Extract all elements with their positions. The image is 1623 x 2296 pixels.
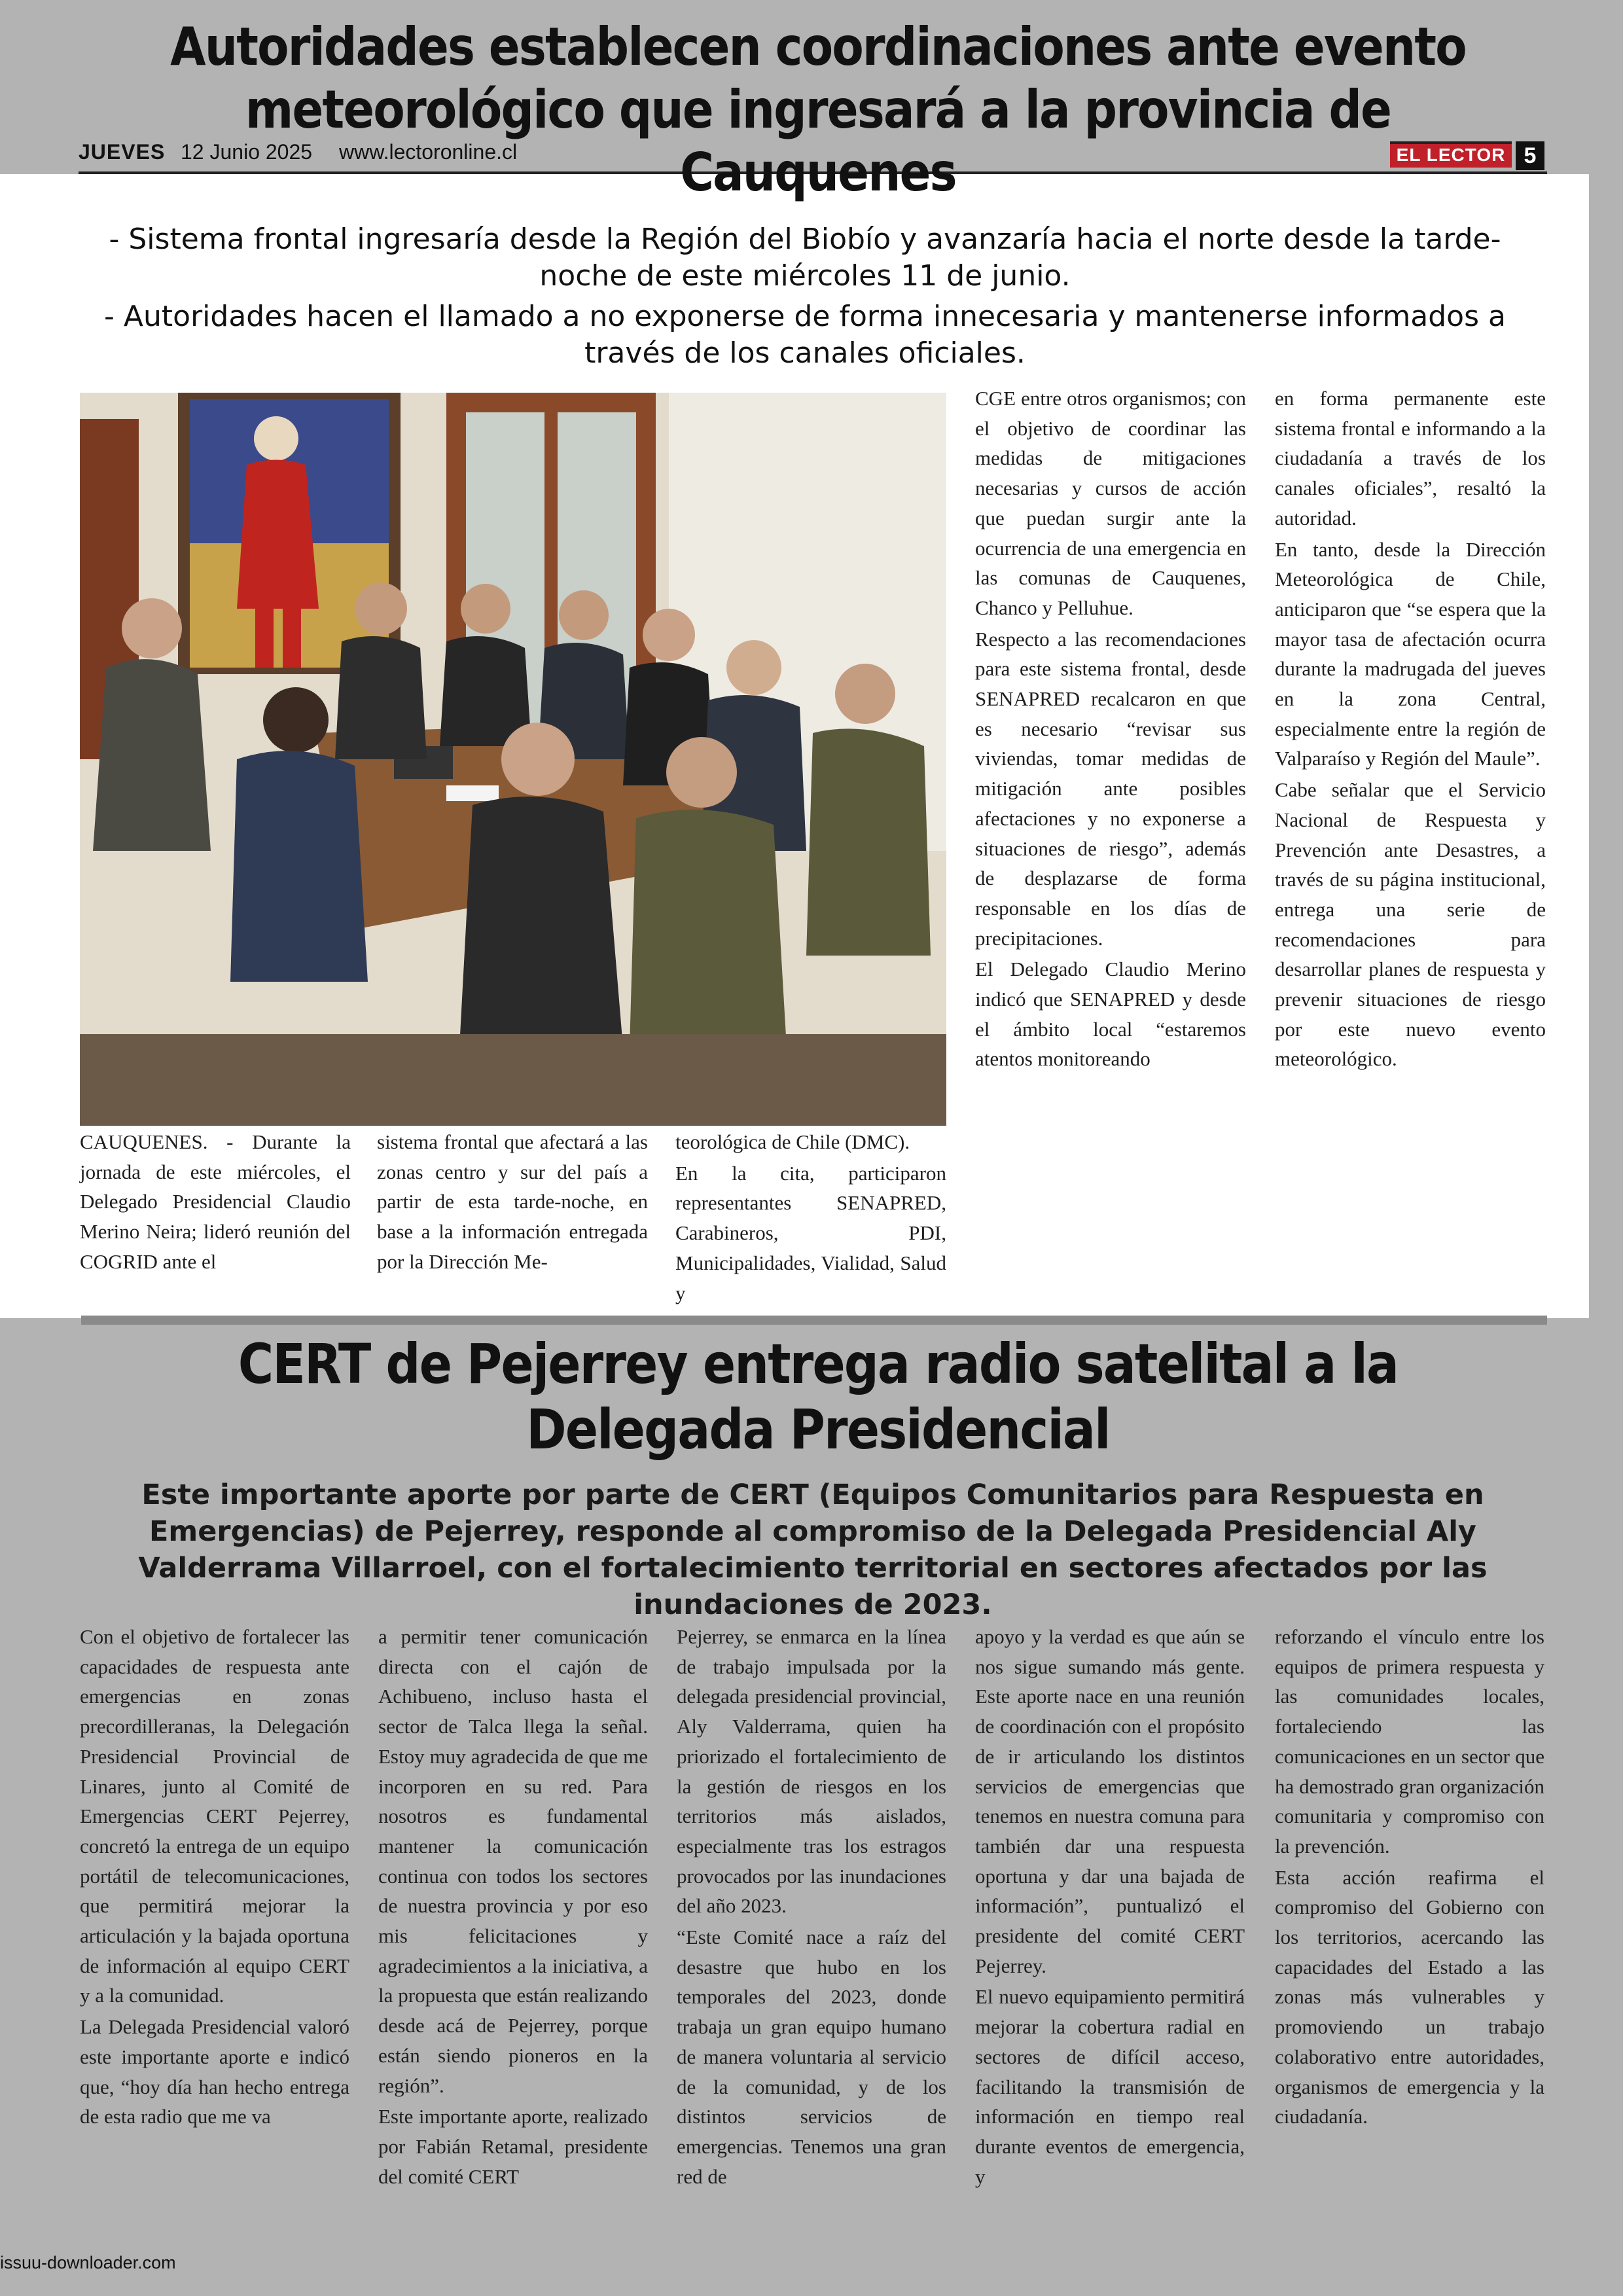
article1-col5-paragraph-2: En tanto, desde la Dirección Meteorológica de Chile, anticiparon que “se espera que la mayor tasa de afectación ocurra durante la madrugada del jueves en la zona Central, especialmente entre la región de Valparaíso y Región del Maule”.	[1275, 537, 1546, 770]
header-day: JUEVES	[79, 140, 166, 164]
article-separator	[81, 1316, 1547, 1325]
article2-col5-paragraph-2: Esta acción reafirma el compromiso del Gobierno con los territorios, acercando las capacidades del Estado a las zonas más vulnerables y promoviendo un trabajo colaborativo entre autoridades, organismos de emergencia y la ciudadanía.	[1275, 1865, 1544, 2128]
article2-deck: Este importante aporte por parte de CERT (Equipos Comunitarios para Respuesta en Emergencias) de Pejerrey, responde al compromiso de la Delegada Presidencial Aly Valderrama Villarroel, con el fortalecimiento territorial en sectores afectados por las inundaciones de 2023.	[138, 1479, 1488, 1621]
newspaper-logo: EL LECTOR	[1390, 141, 1512, 168]
article2-col1-paragraph-1: Con el objetivo de fortalecer las capacidades de respuesta ante emergencias en zonas precordilleranas, la Delegación Presidencial Provincial de Linares, junto al Comité de Emergencias CERT Pejerrey, concretó la entrega de un equipo portátil de telecomunicaciones, que permitirá mejorar la articulación y la bajada oportuna de información al equipo CERT y a la comunidad.	[80, 1625, 349, 2007]
meeting-photo-illustration	[80, 393, 946, 1126]
article1-headline: Autoridades establecen coordinaciones ante evento meteorológico que ingresará a la provincia de Cauquenes	[170, 16, 1466, 203]
watermark-footer: issuu-downloader.com	[0, 2253, 176, 2272]
article1-col4-paragraph-3: El Delegado Claudio Merino indicó que SENAPRED y desde el ámbito local “estaremos atentos monitoreando	[975, 958, 1246, 1071]
article1-deck-2: - Autoridades hacen el llamado a no exponerse de forma innecesaria y mantenerse informados a través de los canales oficiales.	[104, 300, 1506, 370]
article2-col4-paragraph-1: apoyo y la verdad es que aún se nos sigue sumando más gente. Este aporte nace en una reunión de coordinación con el propósito de ir articulando los distintos servicios de emergencias que tenemos en nuestra comuna para también dar una respuesta oportuna y dar una bajada de información”, puntualizó el presidente del comité CERT Pejerrey.	[975, 1625, 1245, 1977]
article2-column-5	[1275, 1622, 1544, 2132]
article2-col1-paragraph-2: La Delegada Presidencial valoró este importante aporte e indicó que, “hoy día han hecho entrega de esta radio que me va	[80, 2015, 349, 2128]
meeting-photo	[80, 393, 946, 1126]
article1-deck-1: - Sistema frontal ingresaría desde la Región del Biobío y avanzaría hacia el norte desde la tarde-noche de este miércoles 11 de junio.	[109, 223, 1501, 293]
article1-column-1	[80, 1127, 351, 1277]
article1-col3-paragraph-1: teorológica de Chile (DMC).	[675, 1130, 910, 1153]
article2-col5-paragraph-1: reforzando el vínculo entre los equipos de primera respuesta y las comunidades locales, fortaleciendo las comunicaciones en un sector que ha demostrado gran organización comunitaria y compromiso con la prevención.	[1275, 1625, 1544, 1857]
header-date: 12 Junio 2025	[181, 140, 313, 164]
article2-col3-paragraph-2: “Este Comité nace a raíz del desastre que hubo en los temporales del 2023, donde trabaja un gran equipo humano de manera voluntaria al servicio de la comunidad, y de los distintos servicios de emergencias. Tenemos una gran red de	[677, 1926, 946, 2188]
article1-column-5	[1275, 384, 1546, 1074]
article2-col2-paragraph-1: a permitir tener comunicación directa con el cajón de Achibueno, incluso hasta el sector de Talca llega la señal. Estoy muy agradecida de que me incorporen en su red. Para nosotros es fundamental mantener la comunicación continua con todos los sectores de nuestra provincia y por eso mis felicitaciones y agradecimientos a la iniciativa, a la propuesta que están realizando desde acá de Pejerrey, porque están siendo pioneros en la región”.	[378, 1625, 648, 2097]
article2-column-3	[677, 1622, 946, 2191]
article1-col4-paragraph-2: Respecto a las recomendaciones para este sistema frontal, desde SENAPRED recalcaron en que es necesario “revisar sus viviendas, tomar medidas de mitigación ante posibles afectaciones y no exponerse a situaciones de riesgo”, además de desplazarse de forma responsable en los días de precipitaciones.	[975, 627, 1246, 950]
article1-col3-paragraph-2: En la cita, participaron representantes SENAPRED, Carabineros, PDI, Municipalidades, Vialidad, Salud y	[675, 1161, 946, 1304]
article1-col1-paragraph: CAUQUENES. - Durante la jornada de este miércoles, el Delegado Presidencial Claudio Merino Neira; lideró reunión del COGRID ante el	[80, 1130, 351, 1273]
article1-column-2	[377, 1127, 648, 1277]
article2-col3-paragraph-1: Pejerrey, se enmarca en la línea de trabajo impulsada por la delegada presidencial provincial, Aly Valderrama, quien ha priorizado el fortalecimiento de la gestión de riesgos en los territorios más aislados, especialmente tras los estragos provocados por las inundaciones del año 2023.	[677, 1625, 946, 1918]
article1-col5-paragraph-1: en forma permanente este sistema frontal e informando a la ciudadanía a través de los canales oficiales”, resaltó la autoridad.	[1275, 387, 1546, 529]
article1-col4-paragraph-1: CGE entre otros organismos; con el objetivo de coordinar las medidas de mitigaciones necesarias y cursos de acción que puedan surgir ante la ocurrencia de una emergencia en las comunas de Cauquenes, Chanco y Pelluhue.	[975, 387, 1246, 619]
article1-column-3	[675, 1127, 946, 1308]
article2-column-1	[80, 1622, 349, 2132]
page-number: 5	[1516, 141, 1544, 170]
article1-column-4	[975, 384, 1246, 1074]
article1-col5-paragraph-3: Cabe señalar que el Servicio Nacional de Respuesta y Prevención ante Desastres, a través de su página institucional, entrega una serie de recomendaciones para desarrollar planes de respuesta y prevenir situaciones de riesgo por este nuevo evento meteorológico.	[1275, 778, 1546, 1071]
article2-col2-paragraph-2: Este importante aporte, realizado por Fabián Retamal, presidente del comité CERT	[378, 2105, 648, 2188]
article2-column-2	[378, 1622, 648, 2191]
header-url[interactable]: www.lectoronline.cl	[339, 140, 518, 164]
article2-headline: CERT de Pejerrey entrega radio satelital a la Delegada Presidencial	[238, 1332, 1399, 1462]
article2-col4-paragraph-2: El nuevo equipamiento permitirá mejorar la cobertura radial en sectores de difícil acceso, facilitando la transmisión de información en tiempo real durante eventos de emergencia, y	[975, 1985, 1245, 2188]
article1-col2-paragraph: sistema frontal que afectará a las zonas centro y sur del país a partir de esta tarde-noche, en base a la información entregada por la Dirección Me-	[377, 1130, 648, 1273]
article2-column-4	[975, 1622, 1245, 2191]
